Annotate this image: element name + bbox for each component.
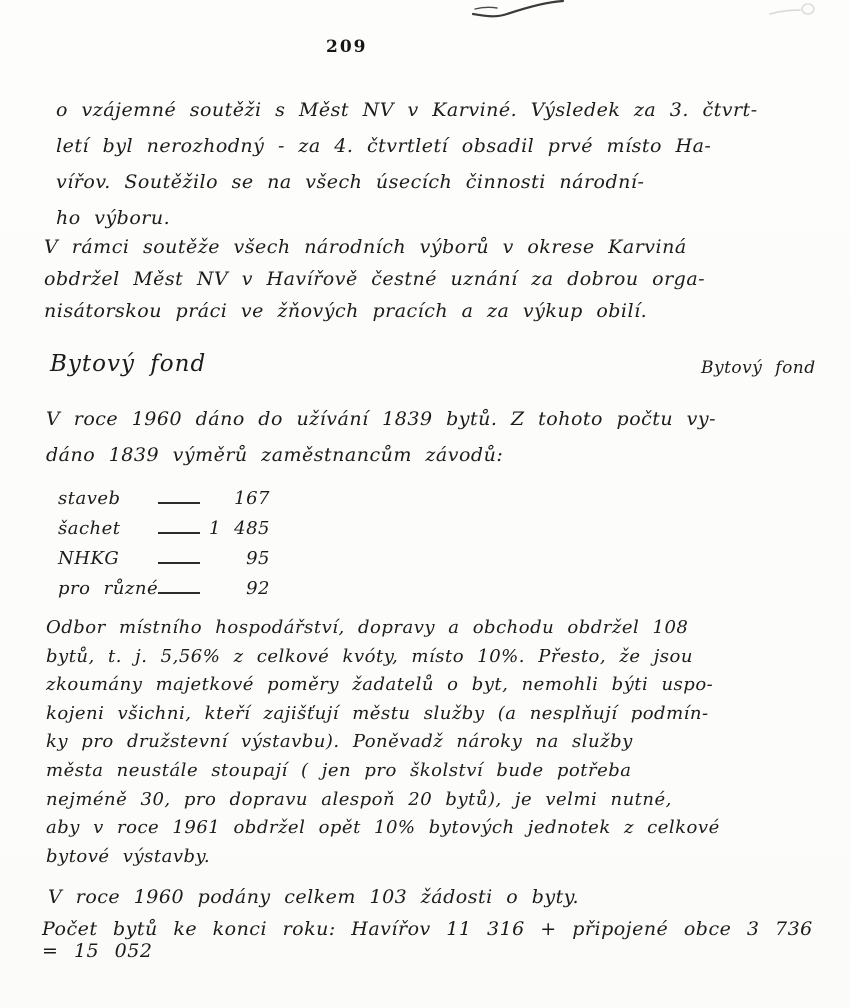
allocation-row	[58, 569, 270, 599]
fill-line	[158, 532, 200, 534]
allocation-value: 95	[246, 548, 270, 569]
allocation-row	[58, 479, 270, 509]
text-line: bytové výstavby.	[46, 845, 211, 867]
allocation-label: staveb	[58, 488, 121, 509]
text-line: o vzájemné soutěži s Měst NV v Karviné. Výsledek za 3. čtvrt-	[56, 99, 758, 121]
text-line: nisátorskou práci ve žňových pracích a za výkup obilí.	[44, 300, 648, 322]
section-heading-housing-fund: Bytový fond	[50, 351, 207, 377]
text-line: V roce 1960 dáno do užívání 1839 bytů. Z tohoto počtu vy-	[46, 408, 717, 430]
text-line: aby v roce 1961 obdržel opět 10% bytových jednotek z celkové	[46, 817, 720, 839]
allocation-value: 1 485	[208, 518, 270, 539]
allocation-row	[58, 539, 270, 569]
allocation-value: 167	[234, 488, 270, 509]
text-line: zkoumány majetkové poměry žadatelů o byt, nemohli býti uspo-	[46, 674, 714, 696]
text-line: města neustále stoupají ( jen pro školství bude potřeba	[46, 759, 632, 781]
paragraph-district-award	[44, 231, 744, 327]
text-line: letí byl nerozhodný - za 4. čtvrtletí obsadil prvé místo Ha-	[56, 135, 712, 157]
text-line: dáno 1839 výměrů zaměstnancům závodů:	[46, 444, 504, 466]
fill-line	[158, 502, 200, 504]
text-line: vířov. Soutěžilo se na všech úsecích činnosti národní-	[56, 171, 645, 193]
text-line: ho výboru.	[56, 207, 171, 229]
allocation-label: pro různé	[58, 578, 159, 599]
text-line: kojeni všichni, kteří zajišťují městu služby (a nesplňují podmín-	[46, 702, 709, 724]
allocation-label: NHKG	[58, 548, 120, 569]
text-line: Odbor místního hospodářství, dopravy a obchodu obdržel 108	[46, 617, 689, 638]
text-line: obdržel Měst NV v Havířově čestné uznání za dobrou orga-	[44, 268, 706, 290]
paragraph-applications: V roce 1960 podány celkem 103 žádosti o byty.	[48, 886, 579, 908]
paragraph-flat-totals: Počet bytů ke konci roku: Havířov 11 316 + připojené obce 3 736 = 15 052	[42, 918, 813, 962]
fill-line	[158, 592, 200, 594]
faint-corner-mark	[768, 1, 824, 23]
paragraph-competition-result	[56, 92, 756, 236]
ink-squiggle	[455, 0, 585, 24]
fill-line	[158, 562, 200, 564]
allocation-label: šachet	[58, 518, 121, 539]
text-line: ky pro družstevní výstavbu). Poněvadž nároky na služby	[46, 731, 633, 753]
margin-note-housing-fund: Bytový fond	[701, 358, 816, 378]
text-line: nejméně 30, pro dopravu alespoň 20 bytů), je velmi nutné,	[46, 788, 672, 810]
text-line: V rámci soutěže všech národních výborů v okrese Karviná	[44, 236, 687, 258]
allocation-list	[58, 479, 270, 599]
allocation-row	[58, 509, 270, 539]
allocation-value: 92	[246, 578, 270, 599]
paragraph-housing-quota	[46, 614, 766, 871]
text-line: bytů, t. j. 5,56% z celkové kvóty, místo 10%. Přesto, že jsou	[46, 645, 693, 667]
page-number: 209	[326, 37, 368, 57]
paragraph-flats-1960	[46, 401, 746, 473]
